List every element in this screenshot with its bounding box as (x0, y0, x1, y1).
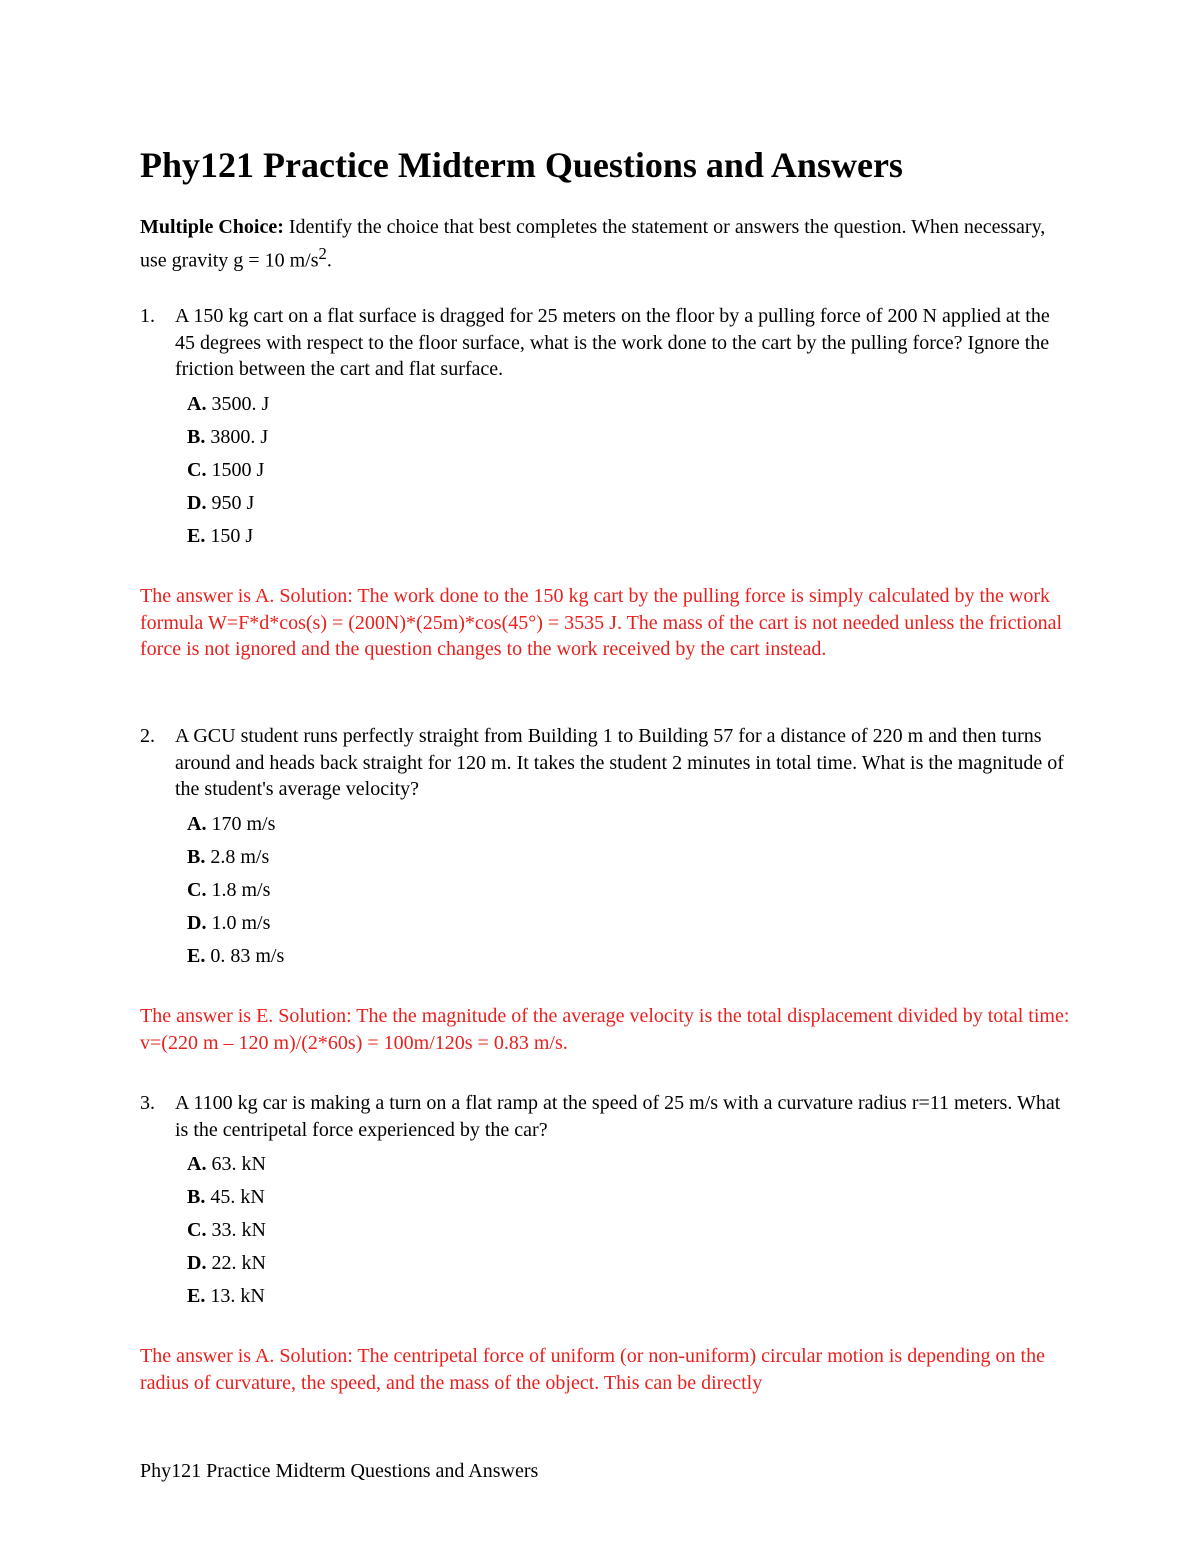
choice-c (187, 877, 1070, 904)
question-1 (140, 303, 1070, 556)
choice-letter: E. (187, 944, 206, 967)
choice-a (187, 1151, 1070, 1178)
choice-list (140, 1151, 1070, 1310)
answer-2: The answer is E. Solution: The the magnitude of the average velocity is the total displacement divided by total time: v=(220 m – 120 m)/(2*60s) = 100m/120s = 0.83 m/s. (140, 1005, 1070, 1054)
question-body: A 1100 kg car is making a turn on a flat ramp at the speed of 25 m/s with a curvature radius r=11 meters. What is the centripetal force experienced by the car? (175, 1092, 1061, 1141)
choice-e (187, 943, 1070, 970)
page-title: Phy121 Practice Midterm Questions and Answers (140, 145, 903, 185)
choice-e (187, 523, 1070, 550)
choice-text: 33. kN (206, 1219, 266, 1241)
choice-letter: A. (187, 812, 207, 835)
choice-b (187, 844, 1070, 871)
choice-letter: D. (187, 1252, 207, 1274)
answer-3: The answer is A. Solution: The centripetal force of uniform (or non-uniform) circular motion is depending on the radius of curvature, the speed, and the mass of the object. This can be directly (140, 1345, 1045, 1394)
choice-c (187, 457, 1070, 484)
choice-list (140, 811, 1070, 970)
choice-letter: D. (187, 911, 207, 934)
instructions-end: . (326, 249, 332, 272)
choice-b (187, 424, 1070, 451)
choice-text: 150 J (205, 524, 254, 547)
choice-list (140, 391, 1070, 550)
choice-letter: E. (187, 524, 206, 547)
question-2 (140, 723, 1070, 976)
choice-d (187, 1250, 1070, 1277)
question-text (140, 723, 1070, 803)
choice-letter: A. (187, 1153, 207, 1175)
choice-text: 950 J (206, 491, 255, 514)
choice-letter: B. (187, 425, 206, 448)
choice-text: 45. kN (205, 1186, 265, 1208)
question-body: A 150 kg cart on a flat surface is dragged for 25 meters on the floor by a pulling force of 200 N applied at the 45 degrees with respect to the floor surface, what is the work done to the cart by the pulling force? Ignore the friction between the cart and flat surface. (175, 305, 1050, 380)
choice-letter: D. (187, 491, 207, 514)
answer-1: The answer is A. Solution: The work done to the 150 kg cart by the pulling force is simply calculated by the work formula W=F*d*cos(s) = (200N)*(25m)*cos(45°) = 3535 J. The mass of the cart is not needed unless the frictional force is not ignored and the question changes to the work received by the cart instead. (140, 585, 1063, 660)
question-text (140, 1090, 1070, 1143)
instructions-label: Multiple Choice: (140, 216, 284, 238)
instructions-text: Identify the choice that best completes the statement or answers the question. When necessary, use gravity g = 10 m/s (140, 216, 1046, 272)
choice-text: 13. kN (205, 1285, 265, 1307)
choice-text: 3500. J (206, 392, 270, 415)
choice-letter: C. (187, 458, 207, 481)
choice-text: 2.8 m/s (205, 845, 270, 868)
instructions-superscript: 2 (318, 243, 327, 263)
question-3 (140, 1090, 1070, 1316)
choice-d (187, 490, 1070, 517)
choice-text: 1.8 m/s (206, 878, 271, 901)
choice-letter: B. (187, 845, 206, 868)
instructions (140, 214, 1070, 274)
choice-text: 1.0 m/s (206, 911, 271, 934)
page-footer: Phy121 Practice Midterm Questions and Answers (140, 1460, 539, 1482)
choice-text: 0. 83 m/s (205, 944, 285, 967)
choice-text: 22. kN (206, 1252, 266, 1274)
choice-text: 170 m/s (206, 812, 276, 835)
choice-letter: E. (187, 1285, 206, 1307)
choice-letter: C. (187, 878, 207, 901)
choice-letter: B. (187, 1186, 206, 1208)
choice-c (187, 1217, 1070, 1244)
choice-b (187, 1184, 1070, 1211)
choice-e (187, 1283, 1070, 1310)
choice-letter: C. (187, 1219, 207, 1241)
choice-text: 63. kN (206, 1153, 266, 1175)
choice-a (187, 811, 1070, 838)
choice-d (187, 910, 1070, 937)
question-number: 1. (140, 305, 155, 327)
question-number: 2. (140, 725, 155, 747)
question-body: A GCU student runs perfectly straight from Building 1 to Building 57 for a distance of 220 m and then turns around and heads back straight for 120 m. It takes the student 2 minutes in total time. What is the magnitude of the student's average velocity? (175, 725, 1064, 800)
question-number: 3. (140, 1092, 155, 1114)
choice-letter: A. (187, 392, 207, 415)
choice-a (187, 391, 1070, 418)
choice-text: 1500 J (206, 458, 265, 481)
question-text (140, 303, 1070, 383)
choice-text: 3800. J (205, 425, 269, 448)
